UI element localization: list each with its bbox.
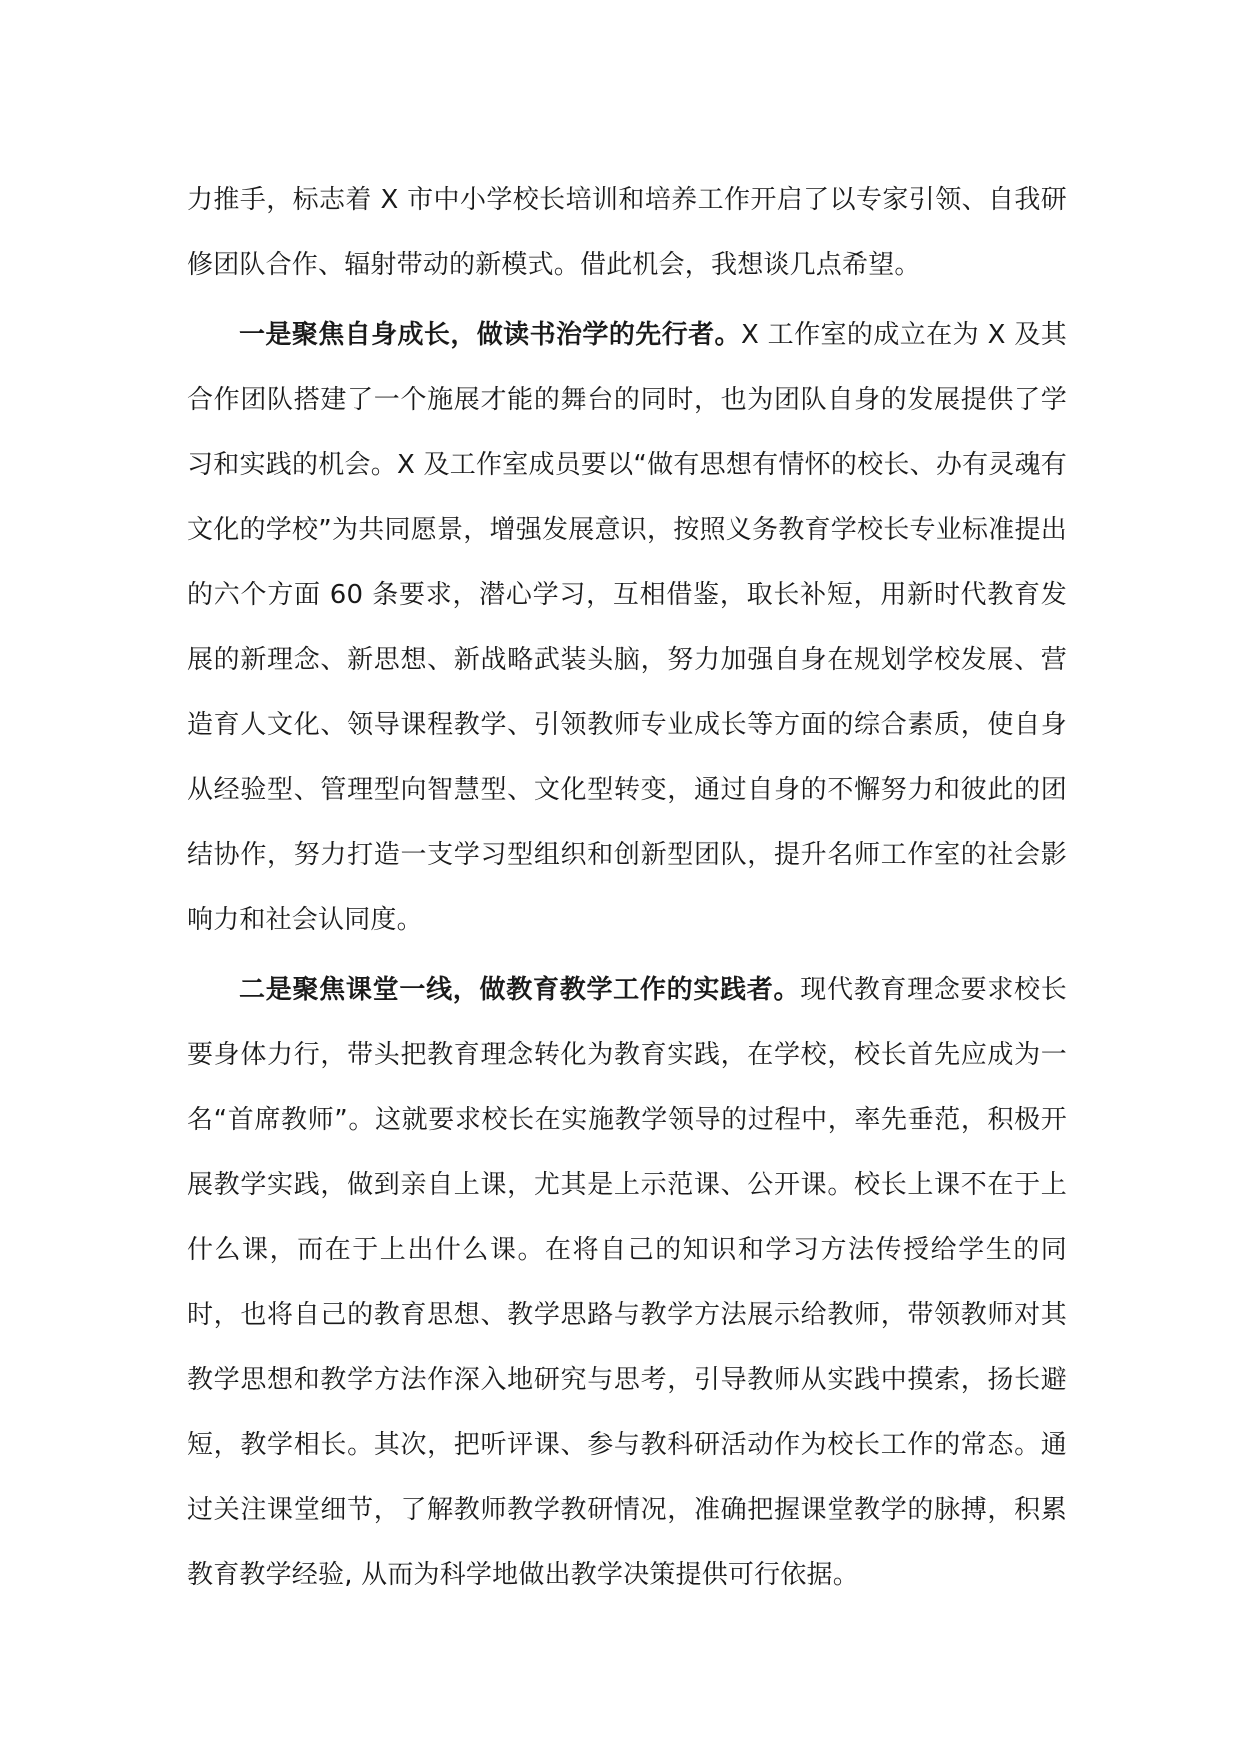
paragraph-point-two — [187, 958, 1067, 1608]
paragraph-point-one — [187, 303, 1067, 953]
document-body — [187, 168, 1067, 1608]
paragraph-text: 力推手，标志着 X 市中小学校长培训和培养工作开启了以专家引领、自我研修团队合作、辐射带动的新模式。借此机会，我想谈几点希望。 — [187, 185, 1067, 280]
paragraph-lead-heading: 二是聚焦课堂一线，做教育教学工作的实践者。 — [239, 975, 801, 1005]
paragraph-lead-heading: 一是聚焦自身成长，做读书治学的先行者。 — [239, 320, 741, 350]
paragraph-text: X 工作室的成立在为 X 及其合作团队搭建了一个施展才能的舞台的同时，也为团队自身的发展提供了学习和实践的机会。X 及工作室成员要以“做有思想有情怀的校长、办有灵魂有文化的学校”为共同愿景，增强发展意识，按照义务教育学校长专业标准提出的六个方面 60 条要求，潜心学习，互相借鉴，取长补短，用新时代教育发展的新理念、新思想、新战略武装头脑，努力加强自身在规划学校发展、营造育人文化、领导课程教学、引领教师专业成长等方面的综合素质，使自身从经验型、管理型向智慧型、文化型转变，通过自身的不懈努力和彼此的团结协作，努力打造一支学习型组织和创新型团队，提升名师工作室的社会影响力和社会认同度。 — [187, 320, 1067, 935]
paragraph-text: 现代教育理念要求校长要身体力行，带头把教育理念转化为教育实践，在学校，校长首先应成为一名“首席教师”。这就要求校长在实施教学领导的过程中，率先垂范，积极开展教学实践，做到亲自上课，尤其是上示范课、公开课。校长上课不在于上什么课，而在于上出什么课。在将自己的知识和学习方法传授给学生的同时，也将自己的教育思想、教学思路与教学方法展示给教师，带领教师对其教学思想和教学方法作深入地研究与思考，引导教师从实践中摸索，扬长避短，教学相长。其次，把听评课、参与教科研活动作为校长工作的常态。通过关注课堂细节，了解教师教学教研情况，准确把握课堂教学的脉搏，积累教育教学经验, 从而为科学地做出教学决策提供可行依据。 — [187, 975, 1067, 1590]
paragraph-intro-continuation — [187, 168, 1067, 298]
